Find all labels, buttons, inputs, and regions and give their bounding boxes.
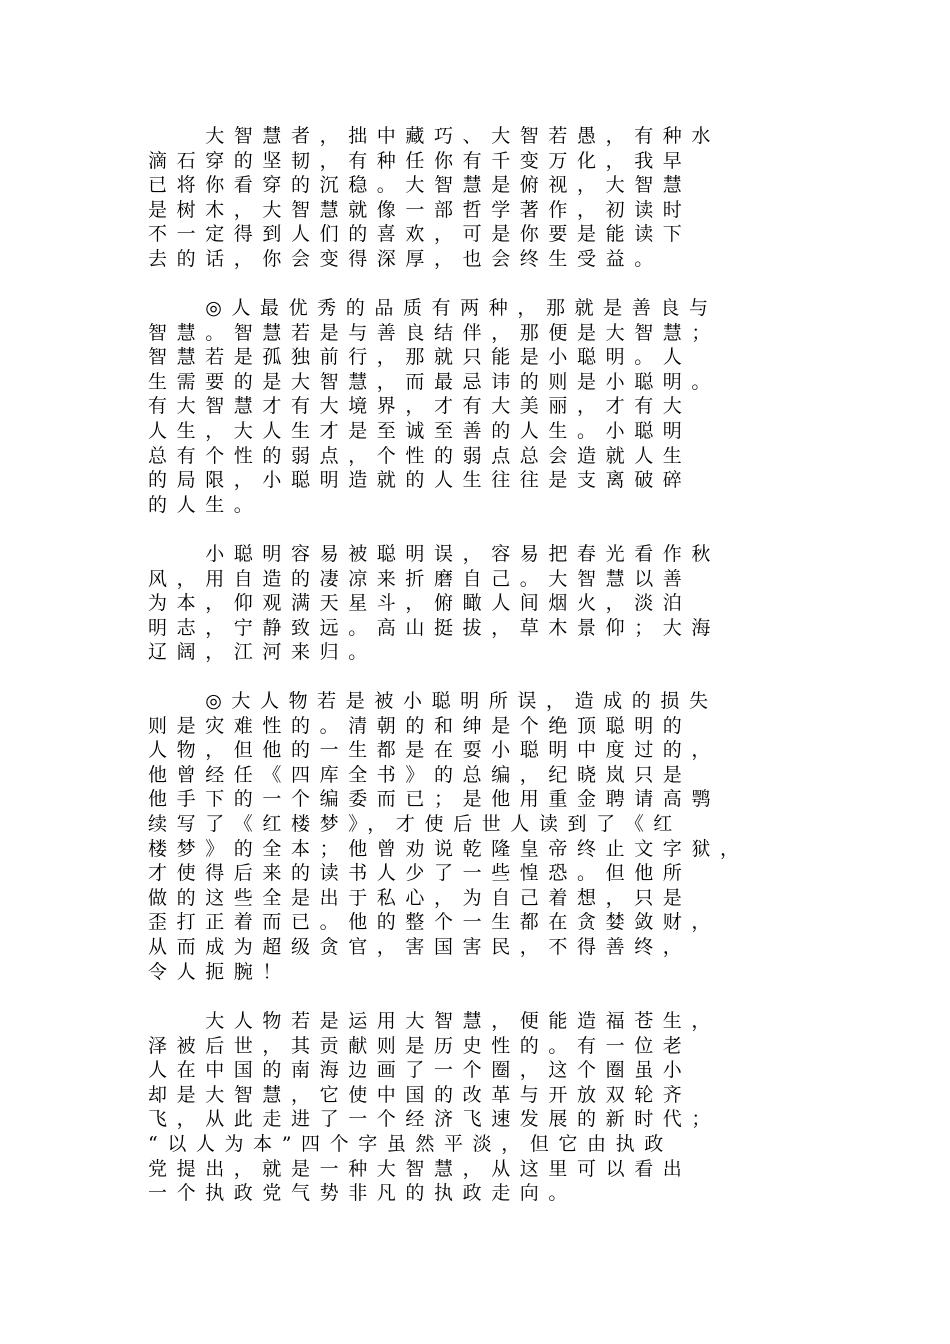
text-line: 楼梦》的全本；他曾劝说乾隆皇帝终止文字狱， [148,837,749,860]
text-line: 滴石穿的坚韧，有种任你有千变万化，我早 [148,149,692,172]
text-line: 生需要的是大智慧，而最忌讳的则是小聪明。 [148,370,721,393]
text-line: 续写了《红楼梦》，才使后世人读到了《红 [148,812,682,835]
text-line: 大人物若是运用大智慧，便能造福苍生， [148,1010,721,1032]
text-line: 则是灾难性的。清朝的和绅是个绝顶聪明的 [148,714,692,737]
text-line: 却是大智慧，它使中国的改革与开放双轮齐 [148,1083,692,1106]
text-line: “以人为本”四个字虽然平淡，但它由执政 [148,1132,673,1155]
text-line: 总有个性的弱点，个性的弱点总会造就人生 [148,444,692,467]
text-line: 才使得后来的读书人少了一些惶恐。但他所 [148,862,692,885]
text-line: 做的这些全是出于私心，为自己着想，只是 [148,886,692,909]
text-line: 风，用自造的凄凉来折磨自己。大智慧以善 [148,567,692,590]
paragraph-4 [148,689,808,984]
text-line: 党提出，就是一种大智慧，从这里可以看出 [148,1157,692,1180]
paragraph-1 [148,124,808,272]
text-line: 他曾经任《四库全书》的总编，纪晓岚只是 [148,763,692,786]
text-line: 智慧若是孤独前行，那就只能是小聪明。人 [148,346,692,369]
paragraph-2 [148,296,808,517]
text-line: ◎大人物若是被小聪明所误，造成的损失 [148,690,718,712]
text-line: 的人生。 [148,493,263,516]
text-line: 是树木，大智慧就像一部哲学著作，初读时 [148,198,692,221]
text-line: 辽阔，江河来归。 [148,641,377,664]
text-line: 他手下的一个编委而已；是他用重金聘请高鹗 [148,788,721,811]
text-line: 泽被后世，其贡献则是历史性的。有一位老 [148,1034,692,1057]
text-line: 歪打正着而已。他的整个一生都在贪婪敛财， [148,911,721,934]
text-line: 小聪明容易被聪明误，容易把春光看作秋 [148,543,721,565]
text-line: 明志，宁静致远。高山挺拔，草木景仰；大海 [148,616,721,639]
text-line: ◎人最优秀的品质有两种，那就是善良与 [148,297,718,319]
paragraph-5 [148,1009,808,1206]
text-line: 令人扼腕！ [148,960,292,983]
text-line: 有大智慧才有大境界，才有大美丽，才有大 [148,395,692,418]
text-line: 已将你看穿的沉稳。大智慧是俯视，大智慧 [148,174,692,197]
text-line: 从而成为超级贪官，害国害民，不得善终， [148,935,692,958]
text-line: 一个执政党气势非凡的执政走向。 [148,1182,578,1205]
text-line: 智慧。智慧若是与善良结伴，那便是大智慧； [148,321,721,344]
text-line: 不一定得到人们的喜欢，可是你要是能读下 [148,223,692,246]
paragraph-3 [148,542,808,665]
text-line: 飞，从此走进了一个经济飞速发展的新时代； [148,1108,721,1131]
text-line: 人物，但他的一生都是在耍小聪明中度过的， [148,739,721,762]
text-line: 去的话，你会变得深厚，也会终生受益。 [148,247,663,270]
text-line: 人在中国的南海边画了一个圈，这个圈虽小 [148,1059,692,1082]
text-line: 人生，大人生才是至诚至善的人生。小聪明 [148,419,692,442]
text-line: 为本，仰观满天星斗，俯瞰人间烟火，淡泊 [148,592,692,615]
text-line: 的局限，小聪明造就的人生往往是支离破碎 [148,469,692,492]
text-line: 大智慧者，拙中藏巧、大智若愚，有种水 [148,125,721,147]
